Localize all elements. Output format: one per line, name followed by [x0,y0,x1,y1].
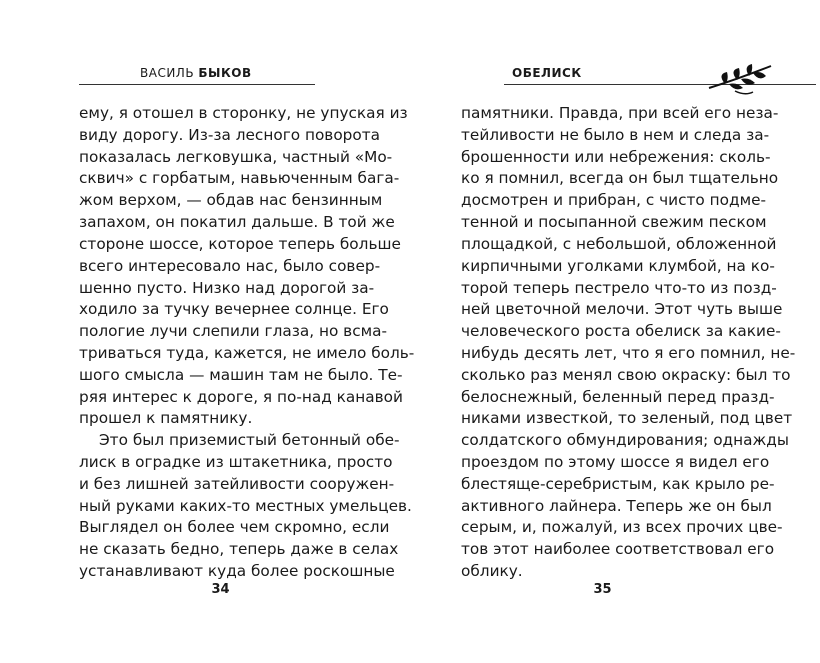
running-head-author [140,66,252,80]
right-page [410,0,820,663]
text-line: серым, и, пожалуй, из всех прочих цве- [461,518,783,537]
text-line: ный руками каких-то местных умельцев. [79,496,412,515]
text-line: шенно пусто. Низко над дорогой за- [79,278,375,297]
text-line: ко я помнил, всегда он был тщательно [461,169,779,188]
text-line: кирпичными уголками клумбой, на ко- [461,256,775,275]
text-line: тов этот наиболее соответствовал его [461,540,775,559]
text-line: пологие лучи слепили глаза, но всма- [79,322,388,341]
text-line: ходило за тучку вечернее солнце. Его [79,300,389,319]
text-line: показалась легковушка, частный «Мо- [79,147,393,166]
text-line: белоснежный, беленный перед празд- [461,387,775,406]
running-head-title [512,66,582,80]
header-rule [79,84,315,85]
text-line: площадкой, с небольшой, обложенной [461,234,777,253]
text-line: ему, я отошел в сторонку, не упуская из [79,104,408,122]
text-line: солдатского обмундирования; однажды [461,431,789,450]
author-last-name: БЫКОВ [198,66,252,80]
author-first-name: ВАСИЛЬ [140,66,195,80]
text-line: досмотрен и прибран, с чисто подме- [461,191,767,210]
text-line: сквич» с горбатым, навьюченным бага- [79,169,400,188]
text-line: никами известкой, то зеленый, под цвет [461,409,793,428]
body-text [79,103,415,583]
text-line: брошенности или небрежения: сколь- [461,147,771,166]
text-line: жом верхом, — обдав нас бензинным [79,191,383,210]
text-line: Выглядел он более чем скромно, если [79,518,390,537]
book-title: ОБЕЛИСК [512,66,582,80]
text-line: всего интересовало нас, было совер- [79,256,381,275]
page-number: 34 [211,582,230,597]
text-line: шого смысла — машин там не было. Те- [79,365,403,384]
text-line: триваться туда, кажется, не имело боль- [79,343,415,362]
text-line: стороне шоссе, которое теперь больше [79,234,401,253]
text-line: не сказать бедно, теперь даже в селах [79,540,399,559]
text-line: тейливости не было в нем и следа за- [461,125,770,144]
text-line: нибудь десять лет, что я его помнил, не- [461,343,796,362]
text-line: сколько раз менял свою окраску: был то [461,365,791,384]
text-line: ней цветочной мелочи. Этот чуть выше [461,300,783,319]
body-text [461,103,796,583]
text-line: активного лайнера. Теперь же он был [461,496,772,515]
laurel-branch-icon [705,58,775,98]
text-line: прошел к памятнику. [79,409,253,428]
text-line: человеческого роста обелиск за какие- [461,322,781,341]
page-number: 35 [593,582,612,597]
text-line: тенной и посыпанной свежим песком [461,213,767,232]
text-line: ряя интерес к дороге, я по-над канавой [79,387,403,406]
text-line: лиск в оградке из штакетника, просто [79,453,393,471]
text-line: запахом, он покатил дальше. В той же [79,213,395,232]
text-line: торой теперь пестрело что-то из позд- [461,278,777,297]
text-line: виду дорогу. Из-за лесного поворота [79,125,381,144]
text-line: Это был приземистый бетонный обе- [99,431,400,450]
text-line: проездом по этому шоссе я видел его [461,453,770,471]
text-line: устанавливают куда более роскошные [79,562,395,581]
text-line: облику. [461,562,523,581]
text-line: памятники. Правда, при всей его неза- [461,104,779,122]
text-line: блестяще-серебристым, как крыло ре- [461,474,775,493]
text-line: и без лишней затейливости сооружен- [79,474,395,493]
